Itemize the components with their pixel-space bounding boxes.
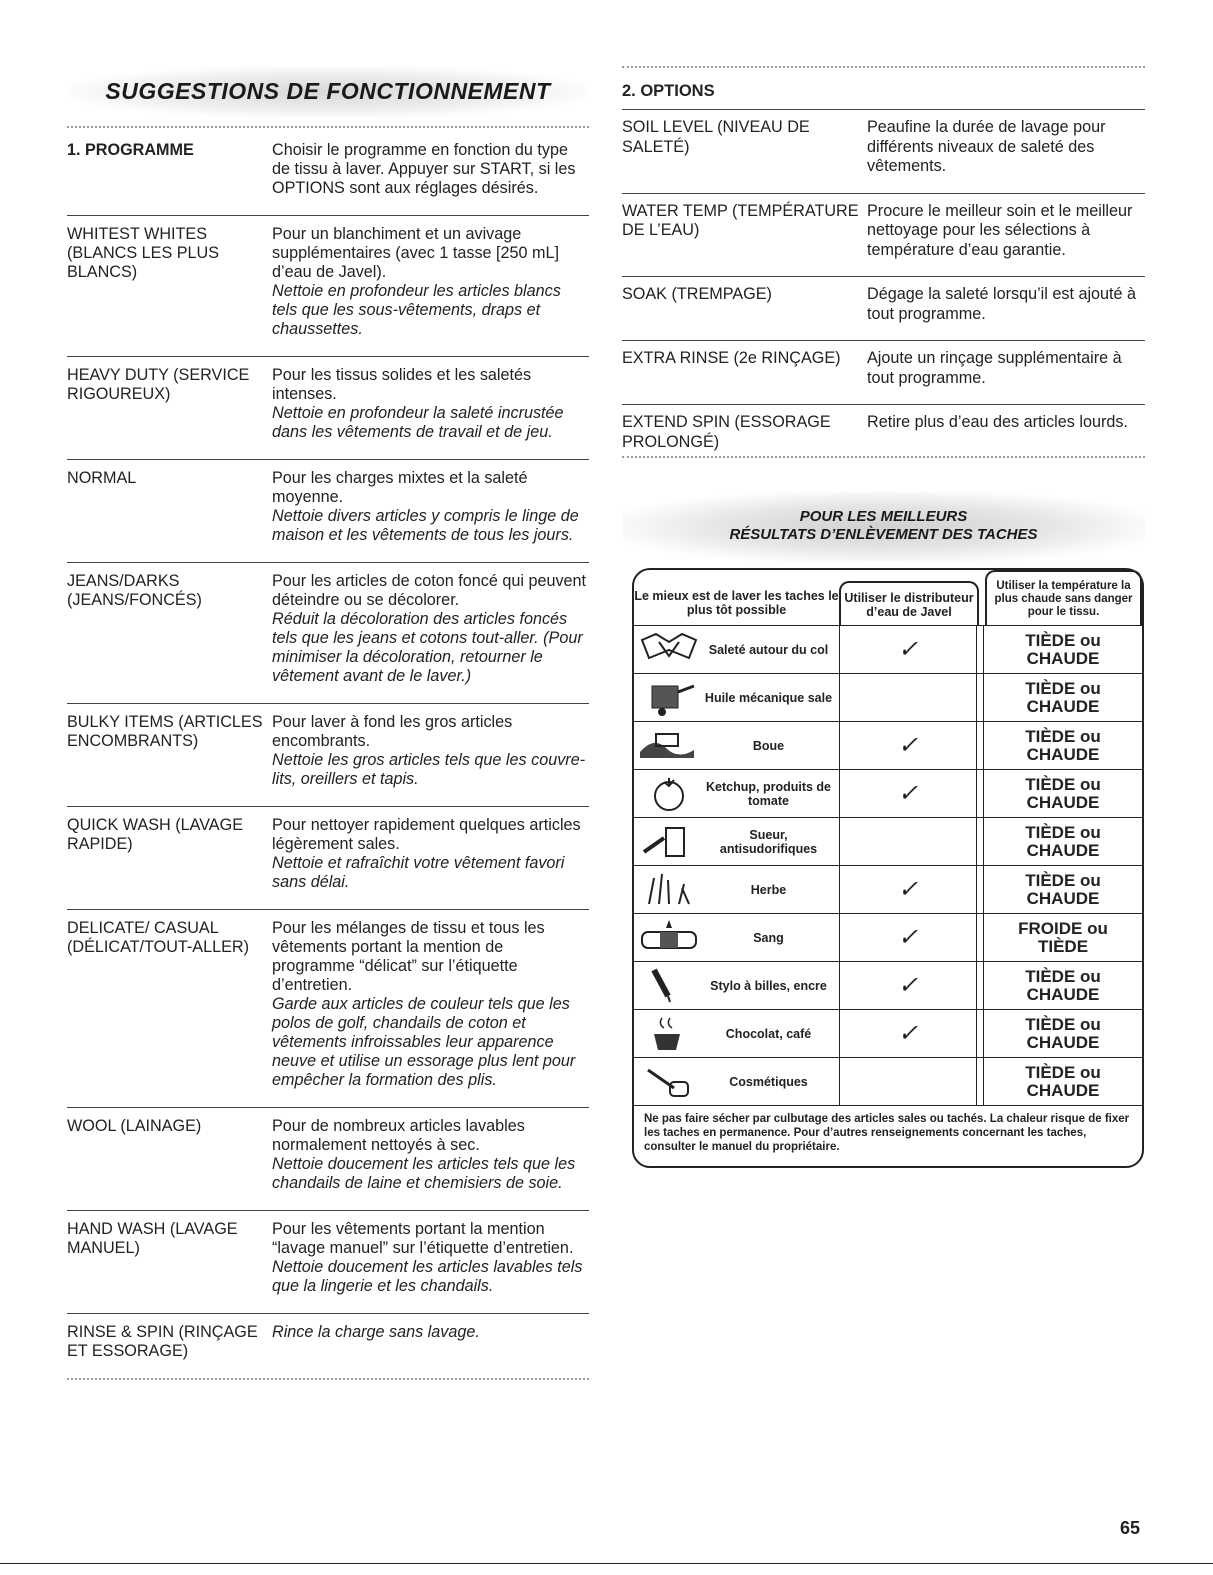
temperature-cell <box>983 626 1142 673</box>
programme-name: WOOL (LAINAGE) <box>67 1117 202 1135</box>
programme-description <box>272 1323 589 1361</box>
stain-type-cell <box>634 722 840 769</box>
programme-description <box>272 366 589 442</box>
stain-type-cell <box>634 962 840 1009</box>
temperature-line1: FROIDE ou <box>1018 918 1108 938</box>
temperature-line1: TIÈDE ou <box>1025 822 1101 842</box>
option-description: Dégage la saleté lorsqu’il est ajouté à tout programme. <box>867 285 1137 323</box>
temperature-line1: TIÈDE ou <box>1025 870 1101 890</box>
temperature-line1: TIÈDE ou <box>1025 630 1101 650</box>
programme-description <box>272 225 589 339</box>
bottom-rule <box>0 1563 1213 1564</box>
temperature-line2: CHAUDE <box>1026 648 1100 668</box>
check-mark-icon: ✓ <box>897 780 919 807</box>
programme-description <box>272 816 589 892</box>
programme-description <box>272 572 589 686</box>
programme-desc-italic: Nettoie en profondeur la saleté incrustée dans les vêtements de travail et de jeu. <box>272 404 564 441</box>
bandage-icon <box>634 918 704 958</box>
programme-desc-text: Pour les mélanges de tissu et tous les vêtements portant la mention de programme “délicat” sur l’étiquette d’entretien. <box>272 919 545 994</box>
programme-name: BULKY ITEMS (ARTICLES ENCOMBRANTS) <box>67 713 263 750</box>
programme-desc-italic: Réduit la décoloration des articles foncés tels que les jeans et cotons tout-aller. (Pour minimiser la décoloration, retourner le vêtement avant de le laver.) <box>272 610 583 685</box>
option-row <box>622 277 1145 341</box>
temperature-cell <box>983 1058 1142 1105</box>
banner-title: SUGGESTIONS DE FONCTIONNEMENT <box>105 78 551 104</box>
mud-icon <box>634 726 704 766</box>
stain-row <box>634 961 1142 1009</box>
programme-description <box>272 141 589 198</box>
programme-description <box>272 713 589 789</box>
bleach-cell <box>840 866 977 913</box>
stain-name: Stylo à billes, encre <box>710 978 827 993</box>
option-name: EXTEND SPIN (ESSORAGE PROLONGÉ) <box>622 413 831 451</box>
check-mark-icon: ✓ <box>897 972 919 999</box>
stain-table <box>632 568 1144 1168</box>
option-row <box>622 341 1145 405</box>
page-number: 65 <box>1120 1518 1141 1538</box>
stain-banner-line2: RÉSULTATS D’ENLÈVEMENT DES TACHES <box>729 526 1038 543</box>
programme-desc-text: Pour laver à fond les gros articles encombrants. <box>272 713 513 750</box>
option-name: SOAK (TREMPAGE) <box>622 285 772 303</box>
programme-desc-text: Pour les vêtements portant la mention “lavage manuel” sur l’étiquette d’entretien. <box>272 1220 574 1257</box>
stain-row <box>634 769 1142 817</box>
programme-row <box>67 910 589 1108</box>
option-name: EXTRA RINSE (2e RINÇAGE) <box>622 349 841 367</box>
stain-rows <box>634 625 1142 1105</box>
bleach-cell <box>840 1010 977 1057</box>
programme-name: QUICK WASH (LAVAGE RAPIDE) <box>67 816 243 853</box>
options-table <box>622 110 1145 456</box>
bleach-cell <box>840 770 977 817</box>
programme-name: JEANS/DARKS (JEANS/FONCÉS) <box>67 572 202 609</box>
programme-description <box>272 1117 589 1193</box>
stain-name: Cosmétiques <box>729 1074 808 1089</box>
temperature-cell <box>983 866 1142 913</box>
programme-desc-text: Pour nettoyer rapidement quelques articles légèrement sales. <box>272 816 581 853</box>
stain-name: Chocolat, café <box>725 1026 812 1041</box>
grass-icon <box>634 870 704 910</box>
temperature-line2: CHAUDE <box>1026 1080 1100 1100</box>
temperature-line1: TIÈDE ou <box>1025 1062 1101 1082</box>
stain-name: Boue <box>752 738 785 753</box>
temperature-line2: CHAUDE <box>1026 888 1100 908</box>
check-mark-icon: ✓ <box>897 924 919 951</box>
temperature-line2: CHAUDE <box>1026 744 1100 764</box>
stain-row <box>634 913 1142 961</box>
programme-row <box>67 1108 589 1211</box>
programme-desc-italic: Nettoie doucement les articles tels que les chandails de laine et chemisiers de soie. <box>272 1155 576 1192</box>
programme-row <box>67 563 589 704</box>
programme-name: HAND WASH (LAVAGE MANUEL) <box>67 1220 238 1257</box>
programme-description <box>272 919 589 1090</box>
programme-desc-text: Choisir le programme en fonction du type de tissu à laver. Appuyer sur START, si les OPTIONS sont aux réglages désirés. <box>272 141 576 197</box>
stain-table-header <box>634 570 1142 625</box>
stain-type-cell <box>634 1010 840 1057</box>
stain-type-cell <box>634 1058 840 1105</box>
option-description: Retire plus d’eau des articles lourds. <box>867 413 1128 431</box>
programme-row <box>67 807 589 910</box>
bleach-cell <box>840 914 977 961</box>
tomato-icon <box>634 774 704 814</box>
bleach-cell <box>840 674 977 721</box>
temperature-line2: TIÈDE <box>1037 936 1089 956</box>
coffee-icon <box>634 1014 704 1054</box>
stain-type-cell <box>634 626 840 673</box>
stain-header-temperature: Utiliser la température la plus chaude sans danger pour le tissu. <box>985 570 1142 625</box>
option-row <box>622 110 1145 194</box>
temperature-cell <box>983 1010 1142 1057</box>
programme-desc-italic: Nettoie et rafraîchit votre vêtement favori sans délai. <box>272 854 565 891</box>
deodorant-icon <box>634 822 704 862</box>
programme-description <box>272 1220 589 1296</box>
programme-description <box>272 469 589 545</box>
stain-banner <box>622 492 1145 562</box>
temperature-line2: CHAUDE <box>1026 792 1100 812</box>
option-name: SOIL LEVEL (NIVEAU DE SALETÉ) <box>622 118 810 156</box>
option-description: Peaufine la durée de lavage pour différents niveaux de saleté des vêtements. <box>867 118 1106 175</box>
programme-name: HEAVY DUTY (SERVICE RIGOUREUX) <box>67 366 250 403</box>
pen-icon <box>634 966 704 1006</box>
temperature-line1: TIÈDE ou <box>1025 678 1101 698</box>
programme-row <box>67 357 589 460</box>
bleach-cell <box>840 722 977 769</box>
stain-row <box>634 865 1142 913</box>
temperature-cell <box>983 770 1142 817</box>
divider <box>67 1378 589 1384</box>
temperature-line2: CHAUDE <box>1026 984 1100 1004</box>
temperature-line2: CHAUDE <box>1026 696 1100 716</box>
stain-banner-line1: POUR LES MEILLEURS <box>799 508 968 525</box>
stain-type-cell <box>634 770 840 817</box>
option-description: Procure le meilleur soin et le meilleur nettoyage pour les sélections à température d’eau garantie. <box>867 201 1133 259</box>
stain-row <box>634 673 1142 721</box>
programme-desc-text: Pour les articles de coton foncé qui peuvent déteindre ou se décolorer. <box>272 572 587 609</box>
temperature-line1: TIÈDE ou <box>1025 966 1101 986</box>
programme-name: WHITEST WHITES (BLANCS LES PLUS BLANCS) <box>67 225 220 281</box>
stain-name: Herbe <box>750 882 787 897</box>
options-heading: 2. OPTIONS <box>622 72 1145 110</box>
suggestions-banner <box>67 66 589 118</box>
stain-row <box>634 1057 1142 1105</box>
stain-type-cell <box>634 914 840 961</box>
programme-table <box>67 132 589 1378</box>
programme-name: RINSE & SPIN (RINÇAGE ET ESSORAGE) <box>67 1323 258 1360</box>
programme-desc-italic: Nettoie les gros articles tels que les couvre-lits, oreillers et tapis. <box>272 751 586 788</box>
temperature-line2: CHAUDE <box>1026 1032 1100 1052</box>
stain-name: Saleté autour du col <box>708 642 829 657</box>
stain-footer-note: Ne pas faire sécher par culbutage des articles sales ou tachés. La chaleur risque de fixer les taches en permanence. Pour d’autres renseignements concernant les taches, consulter le manuel du propriétaire. <box>634 1105 1142 1166</box>
programme-row <box>67 1211 589 1314</box>
stain-type-cell <box>634 674 840 721</box>
temperature-cell <box>983 674 1142 721</box>
stain-name: Sang <box>753 930 784 945</box>
temperature-line1: TIÈDE ou <box>1025 1014 1101 1034</box>
check-mark-icon: ✓ <box>897 732 919 759</box>
stain-name: Ketchup, produits de tomate <box>706 779 831 808</box>
check-mark-icon: ✓ <box>897 876 919 903</box>
bleach-cell <box>840 1058 977 1105</box>
programme-desc-text: Pour les tissus solides et les saletés intenses. <box>272 366 532 403</box>
temperature-cell <box>983 818 1142 865</box>
programme-name: DELICATE/ CASUAL (DÉLICAT/TOUT-ALLER) <box>67 919 249 956</box>
programme-desc-italic: Nettoie doucement les articles lavables tels que la lingerie et les chandails. <box>272 1258 583 1295</box>
stain-header-wash-early: Le mieux est de laver les taches le plus tôt possible <box>634 589 839 617</box>
stain-type-cell <box>634 866 840 913</box>
temperature-cell <box>983 722 1142 769</box>
option-name: WATER TEMP (TEMPÉRATURE DE L’EAU) <box>622 201 859 239</box>
programme-row <box>67 216 589 357</box>
temperature-line1: TIÈDE ou <box>1025 726 1101 746</box>
temperature-line1: TIÈDE ou <box>1025 774 1101 794</box>
programme-desc-italic: Garde aux articles de couleur tels que les polos de golf, chandails de coton et vêtements infroissables leur apparence neuve et utilise un essorage plus lent pour empêcher la formation des plis. <box>272 995 576 1089</box>
temperature-line2: CHAUDE <box>1026 840 1100 860</box>
stain-row <box>634 625 1142 673</box>
programme-name: NORMAL <box>67 469 137 487</box>
option-row <box>622 194 1145 278</box>
option-description: Ajoute un rinçage supplémentaire à tout programme. <box>867 349 1122 387</box>
programme-name: 1. PROGRAMME <box>67 141 194 159</box>
bleach-cell <box>840 626 977 673</box>
stain-name: Sueur, antisudorifiques <box>719 827 818 856</box>
check-mark-icon: ✓ <box>897 1020 919 1047</box>
programme-column <box>67 66 589 1384</box>
stain-type-cell <box>634 818 840 865</box>
temperature-cell <box>983 914 1142 961</box>
option-row <box>622 405 1145 456</box>
programme-desc-italic: Nettoie divers articles y compris le linge de maison et les vêtements de tous les jours. <box>272 507 579 544</box>
programme-desc-italic: Nettoie en profondeur les articles blancs tels que les sous-vêtements, draps et chaussettes. <box>272 282 561 338</box>
programme-desc-text: Pour les charges mixtes et la saleté moyenne. <box>272 469 528 506</box>
programme-desc-italic: Rince la charge sans lavage. <box>272 1323 480 1341</box>
lipstick-icon <box>634 1062 704 1102</box>
shirt-collar-icon <box>634 630 704 670</box>
bleach-cell <box>840 818 977 865</box>
bleach-cell <box>840 962 977 1009</box>
stain-row <box>634 721 1142 769</box>
stain-row <box>634 1009 1142 1057</box>
stain-row <box>634 817 1142 865</box>
temperature-cell <box>983 962 1142 1009</box>
programme-desc-text: Pour de nombreux articles lavables normalement nettoyés à sec. <box>272 1117 525 1154</box>
divider <box>622 456 1145 462</box>
options-column <box>622 66 1145 1168</box>
check-mark-icon: ✓ <box>897 636 919 663</box>
programme-desc-text: Pour un blanchiment et un avivage supplémentaires (avec 1 tasse [250 mL] d’eau de Javel). <box>272 225 560 281</box>
programme-row <box>67 460 589 563</box>
programme-row <box>67 704 589 807</box>
oil-can-icon <box>634 678 704 718</box>
programme-row <box>67 1314 589 1378</box>
stain-name: Huile mécanique sale <box>704 690 833 705</box>
stain-header-bleach: Utiliser le distributeur d’eau de Javel <box>839 581 979 625</box>
programme-row <box>67 132 589 216</box>
